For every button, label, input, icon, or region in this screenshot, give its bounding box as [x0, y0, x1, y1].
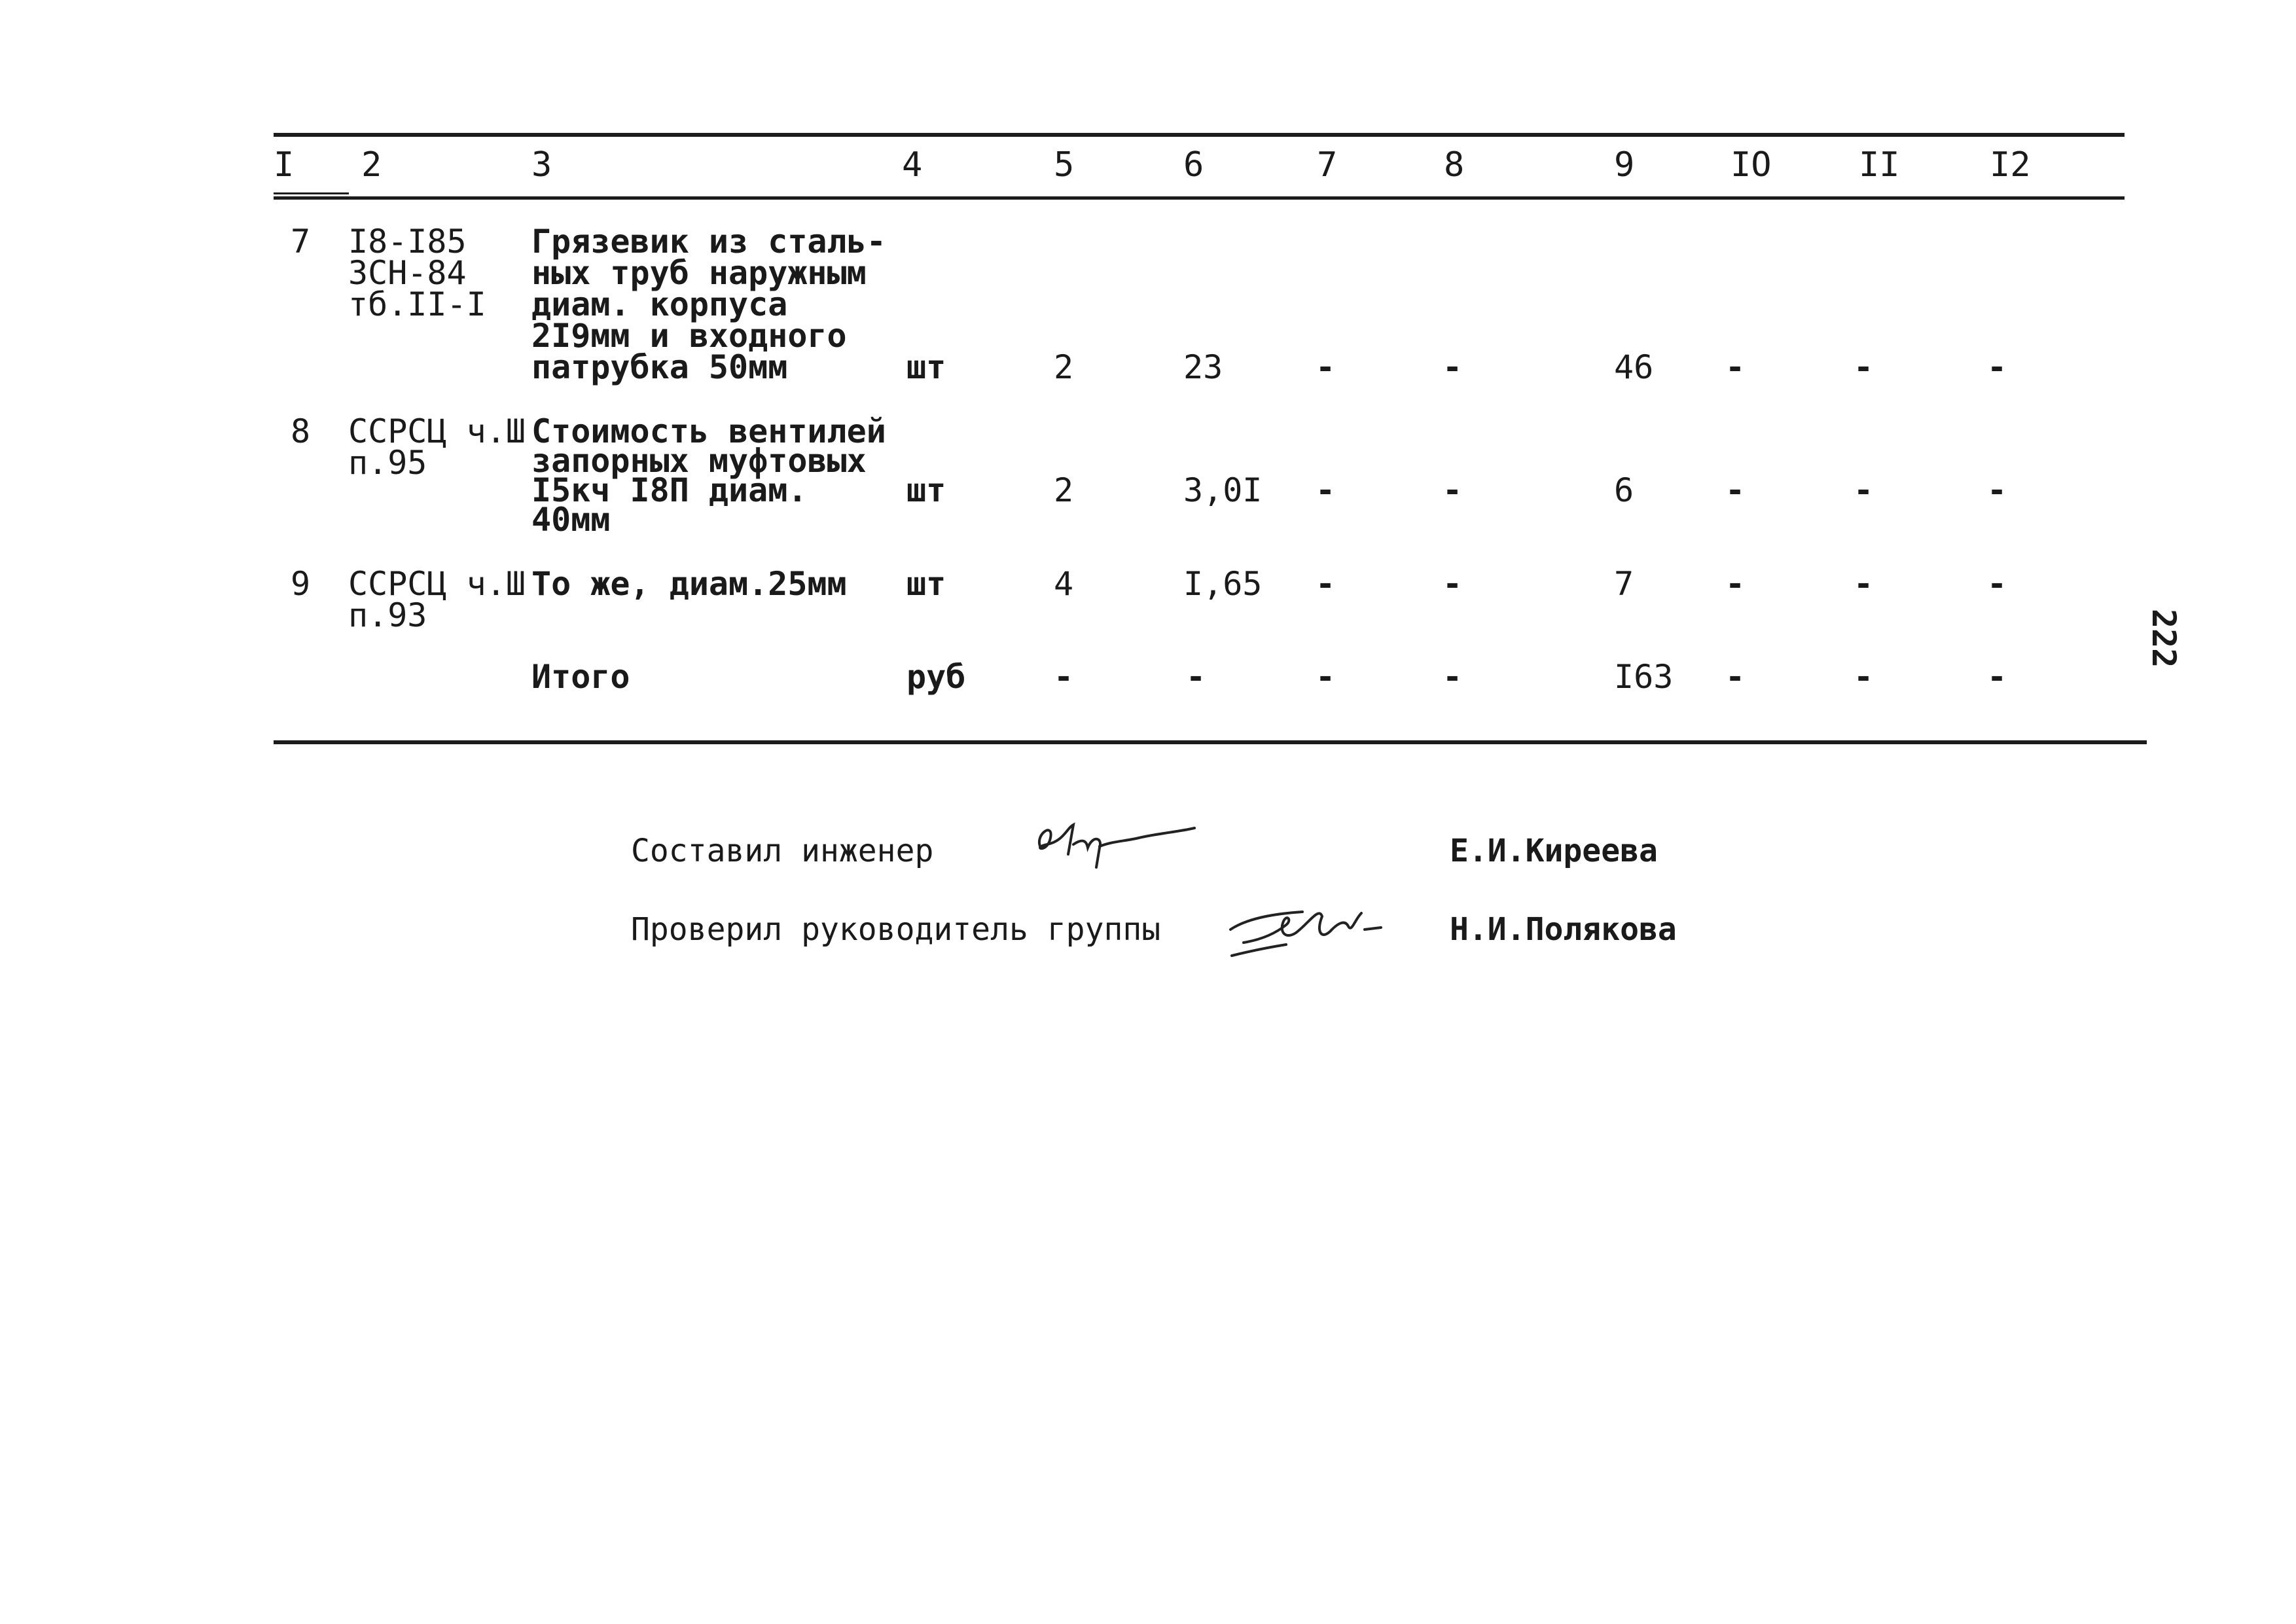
total-col8: -	[1443, 658, 1463, 696]
row-description-line: Грязевик из сталь-	[531, 223, 886, 261]
header-col-5: 5	[1054, 145, 1075, 185]
row-description-line: 40мм	[531, 501, 611, 539]
header-col-10: IO	[1731, 145, 1772, 185]
header-col-1: I	[274, 145, 295, 185]
row-col11: -	[1854, 348, 1874, 386]
checked-by-name: Н.И.Полякова	[1450, 911, 1677, 948]
header-col-6: 6	[1183, 145, 1204, 185]
row-col8: -	[1443, 565, 1463, 603]
header-col-7: 7	[1317, 145, 1338, 185]
row-col8: -	[1443, 348, 1463, 386]
row-col10: -	[1725, 565, 1746, 603]
total-col11: -	[1854, 658, 1874, 696]
total-col6: -	[1186, 658, 1206, 696]
row-code-line: 3CH-84	[348, 254, 467, 292]
total-unit: руб	[906, 658, 966, 696]
row-total: 6	[1614, 471, 1634, 509]
row-col12: -	[1987, 565, 2007, 603]
row-code-line: п.95	[348, 444, 427, 482]
row-unit: шт	[906, 565, 946, 603]
row-description-line: диам. корпуса	[531, 285, 788, 323]
row-description-line: То же, диам.25мм	[531, 565, 847, 603]
header-col-3: 3	[531, 145, 552, 185]
row-number: 8	[291, 412, 311, 450]
table-bottom-rule	[274, 740, 2147, 744]
checked-by-label: Проверил руководитель группы	[631, 911, 1161, 948]
row-quantity: 2	[1054, 471, 1074, 509]
row-code-line: тб.II-I	[348, 285, 486, 323]
row-description-line: 2I9мм и входного	[531, 317, 847, 355]
header-bottom-rule	[274, 196, 2125, 200]
row-description-line: Стоимость вентилей	[531, 412, 886, 450]
row-col10: -	[1725, 348, 1746, 386]
row-price: 3,0I	[1183, 471, 1263, 509]
row-col7: -	[1316, 565, 1336, 603]
row-code-line: ССРСЦ ч.Ш	[348, 565, 526, 603]
engineer-signature	[1028, 808, 1198, 874]
row-number: 9	[291, 565, 311, 603]
total-sum: I63	[1614, 658, 1674, 696]
row-description-line: ных труб наружным	[531, 254, 867, 292]
total-col7: -	[1316, 658, 1336, 696]
row-code-line: ССРСЦ ч.Ш	[348, 412, 526, 450]
header-col-12: I2	[1990, 145, 2031, 185]
row-col11: -	[1854, 471, 1874, 509]
header-col-2: 2	[361, 145, 382, 185]
row-unit: шт	[906, 471, 946, 509]
total-col10: -	[1725, 658, 1746, 696]
row-price: 23	[1183, 348, 1223, 386]
header-col-8: 8	[1444, 145, 1465, 185]
row-col12: -	[1987, 348, 2007, 386]
row-price: I,65	[1183, 565, 1263, 603]
row-col7: -	[1316, 471, 1336, 509]
header-col-11: II	[1859, 145, 1900, 185]
row-quantity: 2	[1054, 348, 1074, 386]
group-lead-signature	[1224, 893, 1420, 965]
header-col-4: 4	[902, 145, 923, 185]
row-unit: шт	[906, 348, 946, 386]
row-col12: -	[1987, 471, 2007, 509]
row-col11: -	[1854, 565, 1874, 603]
total-col5: -	[1054, 658, 1074, 696]
row-description-line: запорных муфтовых	[531, 442, 867, 480]
total-col12: -	[1987, 658, 2007, 696]
total-label: Итого	[531, 658, 630, 696]
row-total: 46	[1614, 348, 1654, 386]
row-col10: -	[1725, 471, 1746, 509]
compiled-by-label: Составил инженер	[631, 833, 934, 869]
table-top-rule	[274, 133, 2125, 137]
row-description-line: патрубка 50мм	[531, 348, 788, 386]
row-code-line: п.93	[348, 596, 427, 634]
row-quantity: 4	[1054, 565, 1074, 603]
row-number: 7	[291, 223, 311, 261]
row-total: 7	[1614, 565, 1634, 603]
compiled-by-name: Е.И.Киреева	[1450, 833, 1658, 869]
row-col7: -	[1316, 348, 1336, 386]
row-col8: -	[1443, 471, 1463, 509]
header-col-9: 9	[1614, 145, 1635, 185]
row-code-line: I8-I85	[348, 223, 467, 261]
row-description-line: I5кч I8П диам.	[531, 471, 808, 509]
page-number: 222	[2145, 609, 2183, 668]
col1-underline	[274, 192, 349, 194]
